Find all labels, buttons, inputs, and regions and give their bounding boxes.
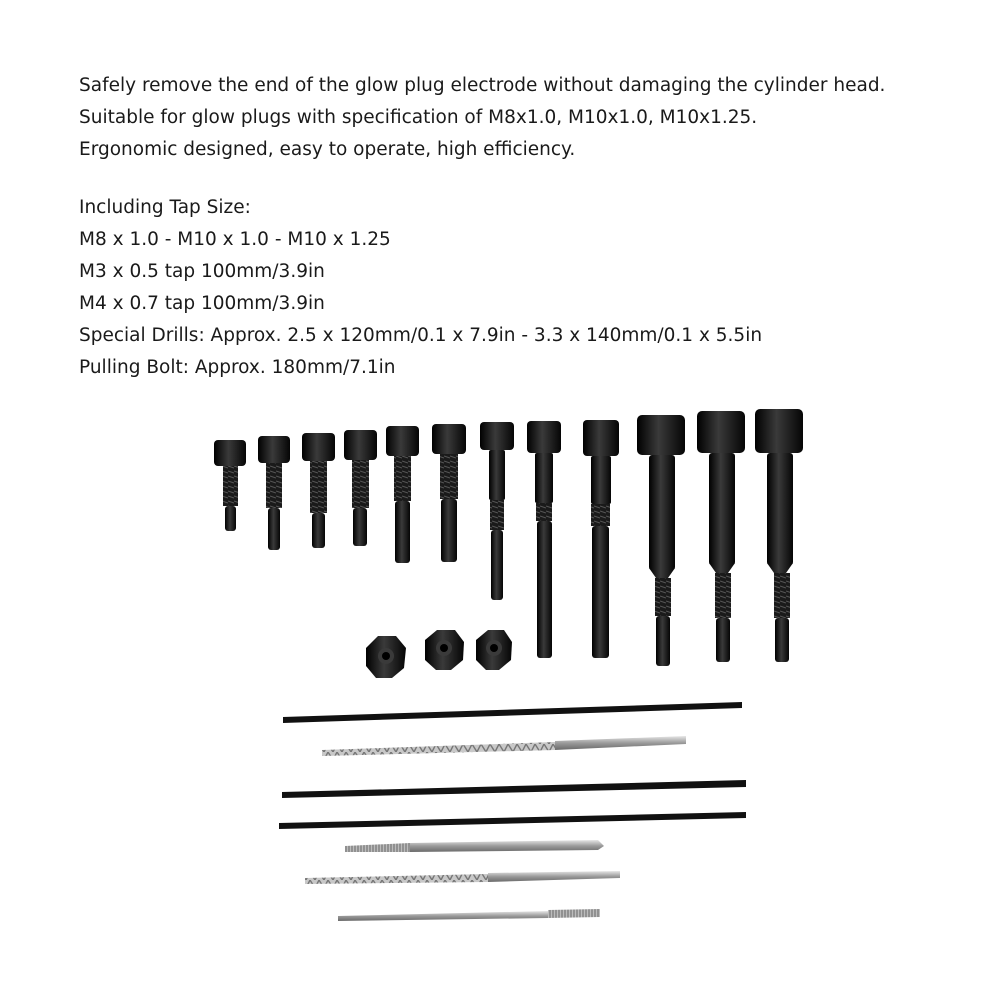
spec-line: M8 x 1.0 - M10 x 1.0 - M10 x 1.25 [79,229,391,250]
pulling-rod [282,780,746,798]
spec-line: Pulling Bolt: Approx. 180mm/7.1in [79,357,396,378]
extractor-tool [344,430,377,546]
spec-line: Special Drills: Approx. 2.5 x 120mm/0.1 x 7.9in - 3.3 x 140mm/0.1 x 5.5in [79,325,763,346]
extractor-tool [697,411,745,662]
extractor-tool [302,433,335,548]
extractor-tool [583,420,619,658]
hex-nut [476,630,512,670]
extractor-tool [480,422,514,600]
tap [338,909,600,921]
tool-kit-photo [0,400,1000,1000]
extractor-tool [432,424,466,562]
hex-nut [425,630,464,670]
pulling-rod [279,812,746,829]
hex-nut [366,636,406,678]
extractor-tool [386,426,419,563]
drill-bit [305,871,620,884]
pulling-rod [283,702,742,723]
product-description [79,70,885,384]
extractor-tool [527,421,561,658]
description-line: Ergonomic designed, easy to operate, high efficiency. [79,139,576,160]
extractor-tool [755,409,803,662]
description-line: Suitable for glow plugs with specification of M8x1.0, M10x1.0, M10x1.25. [79,107,758,128]
spec-heading: Including Tap Size: [79,197,251,218]
extractor-tool [637,415,685,666]
spec-line: M3 x 0.5 tap 100mm/3.9in [79,261,325,282]
description-line: Safely remove the end of the glow plug electrode without damaging the cylinder head. [79,75,886,96]
spec-line: M4 x 0.7 tap 100mm/3.9in [79,293,325,314]
tap [345,840,604,852]
extractor-tool [258,436,290,550]
extractor-tool [214,440,246,531]
drill-bit [322,736,686,756]
